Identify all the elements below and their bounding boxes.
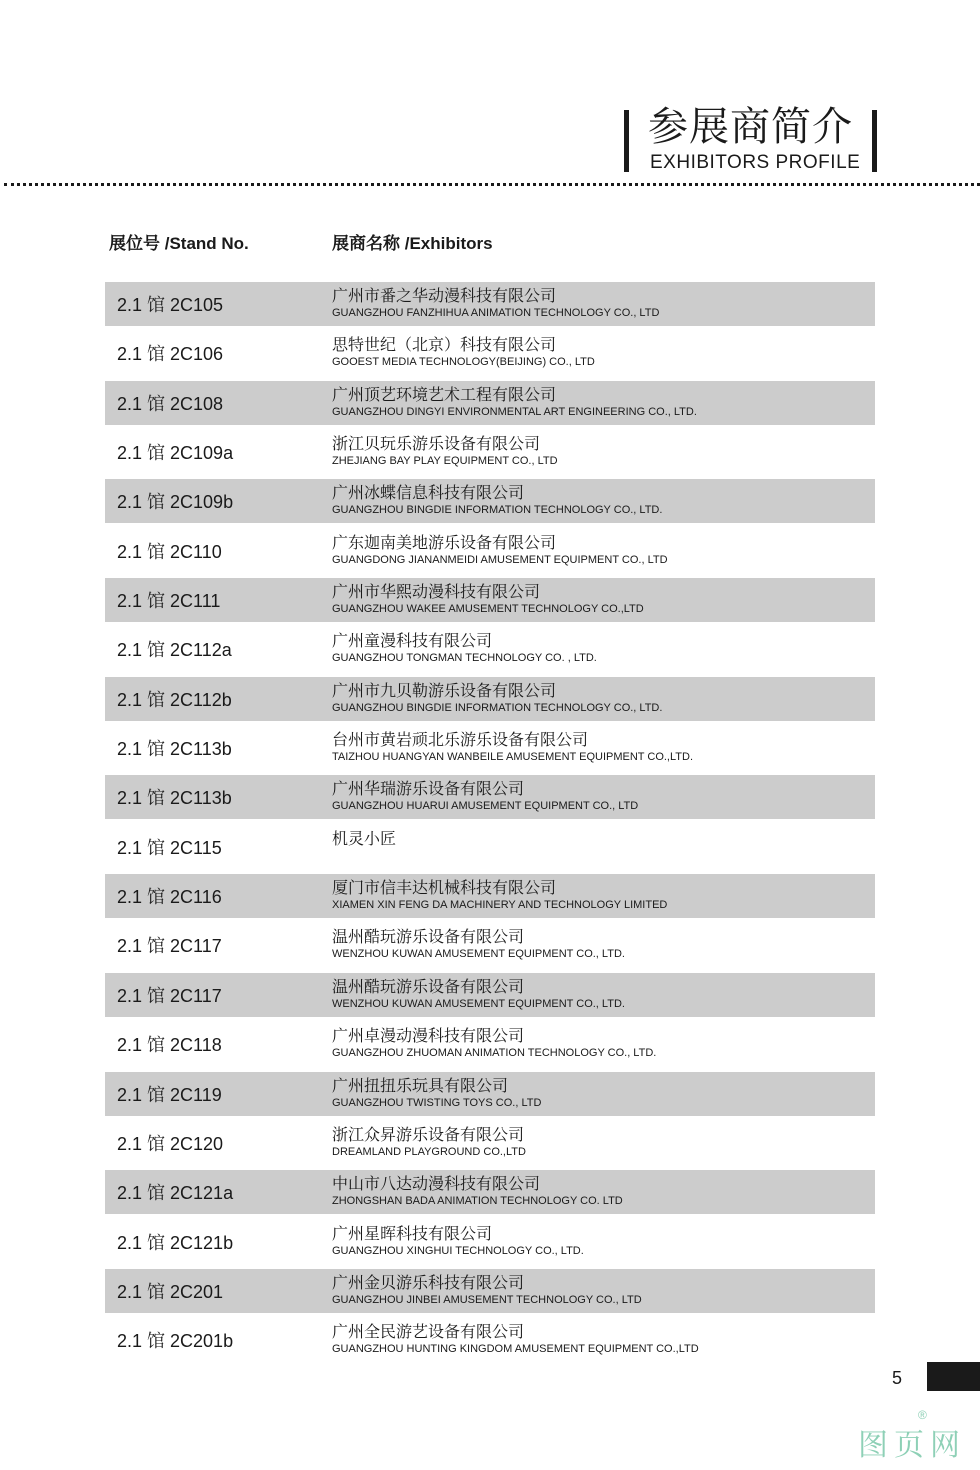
dotted-divider [4, 183, 980, 186]
table-row [105, 1121, 875, 1165]
table-row [105, 627, 875, 671]
exhibitor-name-en: WENZHOU KUWAN AMUSEMENT EQUIPMENT CO., LTD. [332, 948, 625, 961]
stand-number: 2.1 馆 2C111 [117, 591, 221, 612]
exhibitor-name-cn: 广州顶艺环境艺术工程有限公司 [332, 384, 557, 404]
table-row [105, 973, 875, 1017]
table-row [105, 1072, 875, 1116]
exhibitor-name-cn: 广州星晖科技有限公司 [332, 1223, 493, 1243]
stand-number: 2.1 馆 2C115 [117, 837, 222, 858]
stand-number: 2.1 馆 2C109b [117, 492, 234, 513]
stand-number: 2.1 馆 2C108 [117, 393, 224, 414]
stand-number: 2.1 馆 2C109a [117, 443, 234, 464]
exhibitor-name-en: GUANGZHOU BINGDIE INFORMATION TECHNOLOGY CO., LTD. [332, 504, 663, 517]
stand-number: 2.1 馆 2C201b [117, 1331, 234, 1352]
table-row [105, 677, 875, 721]
exhibitor-name-cn: 浙江贝玩乐游乐设备有限公司 [332, 434, 541, 454]
stand-number: 2.1 馆 2C117 [117, 985, 222, 1006]
exhibitor-name-en: GUANGDONG JIANANMEIDI AMUSEMENT EQUIPMENT CO., LTD [332, 553, 668, 566]
exhibitor-name-cn: 广州童漫科技有限公司 [332, 631, 493, 651]
stand-number: 2.1 馆 2C105 [117, 295, 224, 315]
exhibitor-name-en: GUANGZHOU HUNTING KINGDOM AMUSEMENT EQUIPMENT CO.,LTD [332, 1343, 699, 1356]
exhibitor-name-cn: 广州市九贝勒游乐设备有限公司 [332, 680, 557, 700]
table-row [105, 430, 875, 474]
table-row [105, 1269, 875, 1313]
exhibitor-table [105, 282, 875, 1368]
stand-number: 2.1 馆 2C118 [117, 1035, 222, 1056]
header-bar-left [624, 110, 629, 172]
table-row [105, 529, 875, 573]
table-row [105, 1220, 875, 1264]
exhibitor-name-en: GUANGZHOU BINGDIE INFORMATION TECHNOLOGY CO., LTD. [332, 701, 663, 714]
exhibitor-name-en: GUANGZHOU ZHUOMAN ANIMATION TECHNOLOGY CO., LTD. [332, 1047, 657, 1060]
stand-number: 2.1 馆 2C121b [117, 1232, 234, 1253]
table-row [105, 825, 875, 869]
page-title-cn: 参展商简介 [648, 104, 853, 150]
table-row [105, 775, 875, 819]
stand-number: 2.1 馆 2C106 [117, 344, 224, 365]
exhibitor-name-en: GUANGZHOU TONGMAN TECHNOLOGY CO. , LTD. [332, 652, 597, 665]
exhibitor-name-cn: 广东迦南美地游乐设备有限公司 [332, 532, 557, 552]
page-number: 5 [892, 1368, 903, 1388]
exhibitor-name-en: DREAMLAND PLAYGROUND CO.,LTD [332, 1145, 526, 1158]
table-row [105, 578, 875, 622]
table-row [105, 1318, 875, 1362]
stand-number: 2.1 馆 2C113b [117, 739, 232, 760]
exhibitor-name-en: XIAMEN XIN FENG DA MACHINERY AND TECHNOLOGY LIMITED [332, 899, 668, 912]
stand-number: 2.1 馆 2C110 [117, 541, 222, 562]
stand-number: 2.1 馆 2C119 [117, 1084, 222, 1105]
exhibitor-name-cn: 广州金贝游乐科技有限公司 [332, 1272, 525, 1292]
stand-number: 2.1 馆 2C112a [117, 640, 232, 661]
column-header-exhibitors: 展商名称 /Exhibitors [332, 234, 493, 253]
table-row [105, 1022, 875, 1066]
exhibitor-name-en: GUANGZHOU HUARUI AMUSEMENT EQUIPMENT CO., LTD [332, 800, 639, 813]
stand-number: 2.1 馆 2C120 [117, 1133, 224, 1154]
table-row [105, 874, 875, 918]
exhibitor-name-cn: 广州扭扭乐玩具有限公司 [332, 1075, 509, 1095]
stand-number: 2.1 馆 2C121a [117, 1183, 234, 1204]
exhibitor-name-cn: 浙江众昇游乐设备有限公司 [332, 1124, 525, 1144]
table-row [105, 1170, 875, 1214]
exhibitor-name-cn: 广州全民游艺设备有限公司 [332, 1322, 525, 1342]
exhibitor-name-cn: 广州市番之华动漫科技有限公司 [332, 286, 557, 305]
stand-number: 2.1 馆 2C113b [117, 788, 232, 809]
table-row [105, 282, 875, 326]
exhibitor-name-cn: 广州冰蝶信息科技有限公司 [332, 483, 525, 503]
exhibitor-name-en: GUANGZHOU XINGHUI TECHNOLOGY CO., LTD. [332, 1244, 584, 1257]
exhibitor-name-cn: 广州华瑞游乐设备有限公司 [332, 779, 525, 799]
exhibitor-name-en: TAIZHOU HUANGYAN WANBEILE AMUSEMENT EQUIPMENT CO.,LTD. [332, 751, 694, 764]
table-row [105, 479, 875, 523]
header-bar-right [872, 110, 877, 172]
page-title-en: EXHIBITORS PROFILE [650, 152, 861, 173]
stand-number: 2.1 馆 2C112b [117, 689, 232, 710]
stand-number: 2.1 馆 2C117 [117, 936, 222, 957]
exhibitor-name-cn: 机灵小匠 [332, 828, 397, 848]
exhibitor-name-en: ZHEJIANG BAY PLAY EQUIPMENT CO., LTD [332, 455, 558, 468]
exhibitor-name-en: GOOEST MEDIA TECHNOLOGY(BEIJING) CO., LTD [332, 356, 595, 369]
table-row [105, 331, 875, 375]
stand-number: 2.1 馆 2C201 [117, 1281, 224, 1302]
exhibitor-name-en: WENZHOU KUWAN AMUSEMENT EQUIPMENT CO., LTD. [332, 997, 625, 1010]
table-row [105, 923, 875, 967]
exhibitor-name-en: GUANGZHOU TWISTING TOYS CO., LTD [332, 1096, 542, 1109]
exhibitor-name-cn: 厦门市信丰达机械科技有限公司 [332, 878, 557, 898]
registered-mark: ® [918, 1408, 927, 1422]
exhibitor-name-cn: 广州市华熙动漫科技有限公司 [332, 582, 541, 602]
exhibitor-name-cn: 台州市黄岩顽北乐游乐设备有限公司 [332, 730, 589, 750]
exhibitor-name-en: GUANGZHOU JINBEI AMUSEMENT TECHNOLOGY CO., LTD [332, 1293, 642, 1306]
table-row [105, 381, 875, 425]
exhibitor-name-en: GUANGZHOU WAKEE AMUSEMENT TECHNOLOGY CO.,LTD [332, 603, 644, 616]
stand-number: 2.1 馆 2C116 [117, 887, 222, 908]
page-tab [927, 1362, 980, 1391]
exhibitor-name-en: GUANGZHOU DINGYI ENVIRONMENTAL ART ENGINEERING CO., LTD. [332, 405, 697, 418]
exhibitor-name-en: ZHONGSHAN BADA ANIMATION TECHNOLOGY CO. LTD [332, 1195, 623, 1208]
exhibitor-name-cn: 温州酷玩游乐设备有限公司 [332, 927, 525, 947]
watermark-logo: 图页网 [858, 1428, 966, 1463]
exhibitor-name-en: GUANGZHOU FANZHIHUA ANIMATION TECHNOLOGY CO., LTD [332, 307, 660, 319]
exhibitor-name-cn: 中山市八达动漫科技有限公司 [332, 1174, 541, 1194]
exhibitor-name-cn: 广州卓漫动漫科技有限公司 [332, 1026, 525, 1046]
page-header [624, 104, 880, 174]
table-row [105, 726, 875, 770]
exhibitor-name-cn: 思特世纪（北京）科技有限公司 [332, 335, 557, 355]
exhibitor-name-cn: 温州酷玩游乐设备有限公司 [332, 976, 525, 996]
column-header-stand: 展位号 /Stand No. [109, 234, 249, 253]
